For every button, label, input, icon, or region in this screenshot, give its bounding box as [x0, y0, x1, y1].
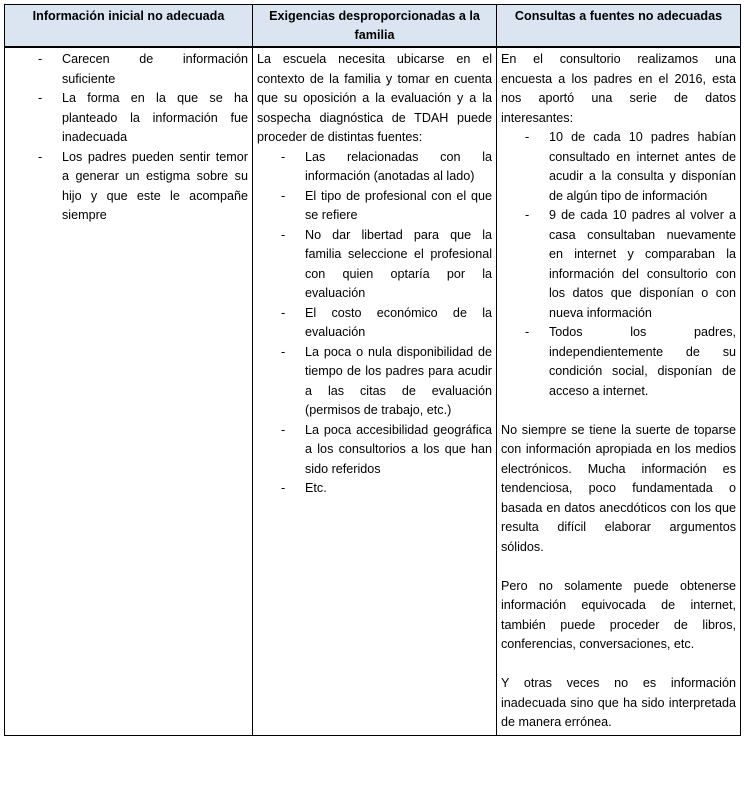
list-item [257, 479, 492, 499]
list-item-text: Las relacionadas con la información (anotadas al lado) [305, 149, 492, 183]
list-item [257, 187, 492, 226]
dash-bullet-icon: - [525, 208, 530, 222]
header-consultas-fuentes: Consultas a fuentes no adecuadas [497, 5, 741, 48]
list-item [257, 421, 492, 480]
dash-bullet-icon: - [525, 130, 530, 144]
list-item [501, 323, 736, 401]
list-item [257, 226, 492, 304]
list-item-text: La forma en la que se ha planteado la información fue inadecuada [62, 91, 248, 144]
list-item-text: La poca accesibilidad geográfica a los consultorios a los que han sido referidos [305, 422, 492, 476]
list-item [257, 304, 492, 343]
paragraph-spacer [501, 557, 736, 577]
list-item-text: 10 de cada 10 padres habían consultado en internet antes de acudir a la consulta y disponían de algún tipo de información [549, 130, 736, 203]
comparison-table [4, 4, 741, 736]
dash-bullet-icon: - [281, 305, 286, 320]
dash-bullet-icon: - [281, 227, 286, 242]
consultas-paragraph-suerte: No siempre se tiene la suerte de toparse con información apropiada en los medios electrónicos. Mucha información es tendenciosa, poco fundamentada o basada en datos anecdóticos con los que resulta difícil elaborar argumentos sólidos. [501, 422, 736, 554]
exigencias-list [257, 148, 492, 499]
dash-bullet-icon: - [38, 91, 43, 105]
list-item [9, 89, 248, 148]
list-item-text: Etc. [305, 481, 327, 495]
consultas-intro-paragraph: En el consultorio realizamos una encuesta a los padres en el 2016, esta nos aportó una serie de datos interesantes: [501, 52, 736, 125]
list-item [9, 148, 248, 226]
list-item [501, 128, 736, 206]
consultas-paragraph-interpretada: Y otras veces no es información inadecuada sino que ha sido interpretada de manera errónea. [501, 676, 736, 729]
consultas-list [501, 128, 736, 401]
cell-informacion-inicial [5, 47, 253, 735]
header-exigencias-familia: Exigencias desproporcionadas a la familia [253, 5, 497, 48]
list-item-text: 9 de cada 10 padres al volver a casa consultaban nuevamente en internet y comparaban la información del consultorio con los datos que disponían o con nueva información [549, 208, 736, 320]
list-item-text: El tipo de profesional con el que se refiere [305, 188, 492, 222]
list-item [9, 50, 248, 89]
dash-bullet-icon: - [281, 422, 286, 437]
list-item-text: Carecen de información suficiente [62, 52, 248, 86]
list-item-text: Todos los padres, independientemente de su condición social, disponían de acceso a internet. [549, 325, 736, 398]
list-item [501, 206, 736, 323]
header-informacion-inicial: Información inicial no adecuada [5, 5, 253, 48]
content-row [5, 47, 741, 735]
header-row [5, 5, 741, 48]
dash-bullet-icon: - [281, 188, 286, 203]
paragraph-spacer [501, 655, 736, 675]
informacion-inicial-list [9, 50, 248, 226]
dash-bullet-icon: - [525, 325, 530, 339]
dash-bullet-icon: - [281, 149, 286, 164]
list-item-text: La poca o nula disponibilidad de tiempo de los padres para acudir a las citas de evaluación (permisos de trabajo, etc.) [305, 344, 492, 417]
list-item [257, 148, 492, 187]
list-item-text: Los padres pueden sentir temor a generar un estigma sobre su hijo y que este le acompañe siempre [62, 149, 248, 222]
exigencias-intro-paragraph: La escuela necesita ubicarse en el contexto de la familia y tomar en cuenta que su oposición a la evaluación y a la sospecha diagnóstica de TDAH puede proceder de distintas fuentes: [257, 52, 492, 144]
list-item-text: El costo económico de la evaluación [305, 305, 492, 339]
cell-exigencias-familia [253, 47, 497, 735]
list-item-text: No dar libertad para que la familia seleccione el profesional con quien optaría por la evaluación [305, 227, 492, 300]
list-item [257, 343, 492, 421]
cell-consultas-fuentes [497, 47, 741, 735]
dash-bullet-icon: - [38, 149, 43, 164]
dash-bullet-icon: - [281, 344, 286, 359]
consultas-paragraph-libros: Pero no solamente puede obtenerse información equivocada de internet, también puede proceder de libros, conferencias, conversaciones, etc. [501, 578, 736, 651]
dash-bullet-icon: - [281, 481, 286, 495]
paragraph-spacer [501, 401, 736, 421]
dash-bullet-icon: - [38, 52, 43, 66]
